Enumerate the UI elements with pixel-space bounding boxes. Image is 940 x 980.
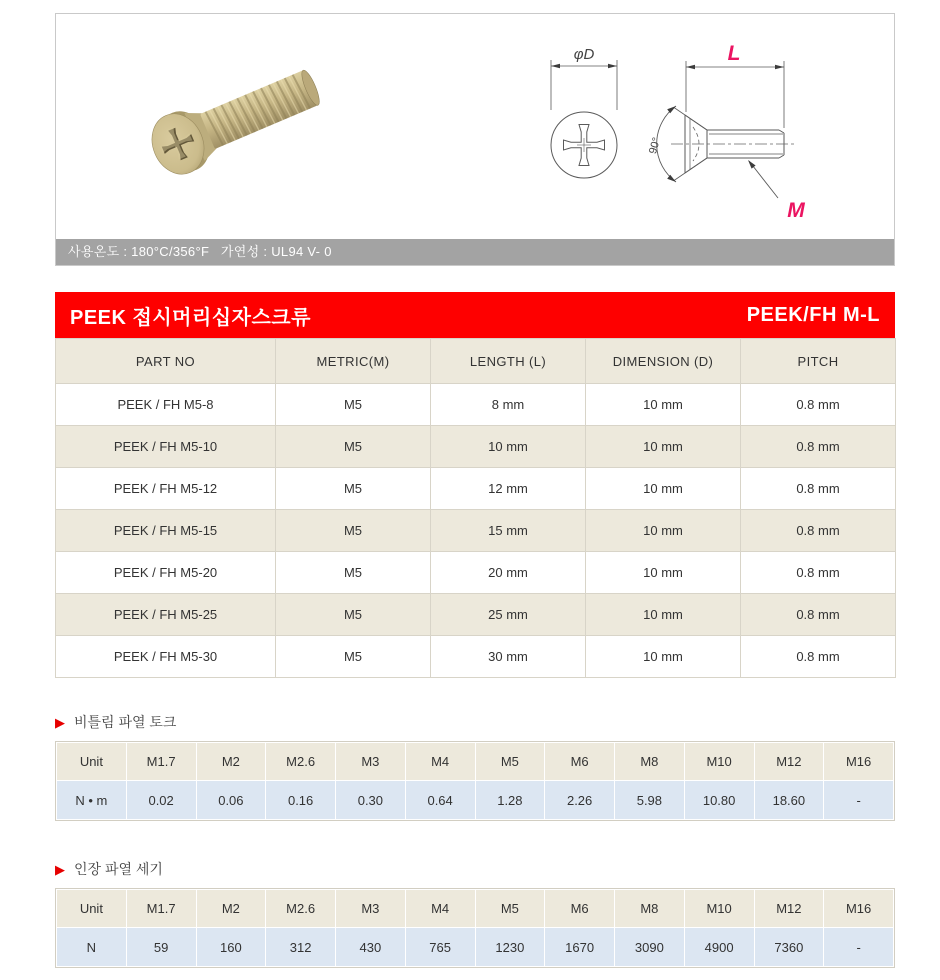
col-size: M2.6 [266,890,336,928]
cell-value: 7360 [754,928,824,967]
col-size: M4 [405,890,475,928]
col-size: M2.6 [266,743,336,781]
cell-value: 765 [405,928,475,967]
col-size: M4 [405,743,475,781]
col-size: M8 [615,890,685,928]
cell-value: 4900 [684,928,754,967]
cell-value: 0.16 [266,781,336,820]
cell-value: 59 [126,928,196,967]
cell-metric: M5 [276,426,431,468]
spec-header-row [56,339,896,384]
tensile-value-row [57,928,894,967]
col-size: M5 [475,743,545,781]
metric-label: M [787,199,805,222]
col-size: M12 [754,743,824,781]
col-length: LENGTH (L) [431,339,586,384]
col-metric: METRIC(M) [276,339,431,384]
cell-dimension: 10 mm [586,384,741,426]
torsion-header-row [57,743,894,781]
table-row [56,552,896,594]
cell-pitch: 0.8 mm [741,468,896,510]
cell-value: 0.06 [196,781,266,820]
col-size: M8 [615,743,685,781]
table-row [56,384,896,426]
bullet-triangle-icon: ▶ [55,714,65,730]
cell-value: 0.64 [405,781,475,820]
col-size: M6 [545,743,615,781]
cell-length: 12 mm [431,468,586,510]
spec-table [55,338,896,678]
cell-part-no: PEEK / FH M5-8 [56,384,276,426]
cell-value: - [824,781,894,820]
col-size: M12 [754,890,824,928]
cell-part-no: PEEK / FH M5-15 [56,510,276,552]
col-size: M1.7 [126,890,196,928]
cell-value: - [824,928,894,967]
cell-dimension: 10 mm [586,594,741,636]
dimension-arrows [551,64,784,182]
col-unit: Unit [57,890,127,928]
length-label: L [727,42,741,65]
technical-drawing [544,28,884,233]
col-size: M10 [684,890,754,928]
cell-value: 430 [336,928,406,967]
hero-panel [55,13,895,266]
col-size: M16 [824,890,894,928]
cell-length: 10 mm [431,426,586,468]
cell-pitch: 0.8 mm [741,426,896,468]
col-size: M10 [684,743,754,781]
torsion-value-row [57,781,894,820]
col-size: M6 [545,890,615,928]
cell-value: 3090 [615,928,685,967]
cell-length: 8 mm [431,384,586,426]
angle-label: 90° [647,136,663,156]
cell-dimension: 10 mm [586,426,741,468]
col-size: M2 [196,743,266,781]
cell-length: 15 mm [431,510,586,552]
tensile-table [56,889,894,967]
tensile-header-row [57,890,894,928]
torsion-section-title [55,712,895,732]
title-banner [55,292,895,338]
table-row [56,636,896,678]
table-row [56,468,896,510]
col-size: M1.7 [126,743,196,781]
cell-value: 1.28 [475,781,545,820]
cell-value: 1670 [545,928,615,967]
cell-value: 2.26 [545,781,615,820]
cell-pitch: 0.8 mm [741,636,896,678]
cell-metric: M5 [276,384,431,426]
cell-value: 0.02 [126,781,196,820]
cell-length: 30 mm [431,636,586,678]
table-row [56,510,896,552]
cell-dimension: 10 mm [586,468,741,510]
cell-value: 160 [196,928,266,967]
cell-dimension: 10 mm [586,636,741,678]
section-heading: 비틀림 파열 토크 [74,714,177,730]
table-row [56,426,896,468]
cell-unit: N • m [57,781,127,820]
cell-length: 25 mm [431,594,586,636]
cell-dimension: 10 mm [586,510,741,552]
cell-value: 312 [266,928,336,967]
cell-part-no: PEEK / FH M5-10 [56,426,276,468]
cell-metric: M5 [276,594,431,636]
cell-unit: N [57,928,127,967]
col-size: M3 [336,890,406,928]
col-size: M2 [196,890,266,928]
cell-pitch: 0.8 mm [741,510,896,552]
tensile-section-title [55,859,895,879]
product-photo [86,24,446,234]
cell-pitch: 0.8 mm [741,552,896,594]
col-unit: Unit [57,743,127,781]
cell-value: 10.80 [684,781,754,820]
cell-metric: M5 [276,636,431,678]
col-dimension: DIMENSION (D) [586,339,741,384]
cell-dimension: 10 mm [586,552,741,594]
cell-part-no: PEEK / FH M5-30 [56,636,276,678]
cell-value: 1230 [475,928,545,967]
section-heading: 인장 파열 세기 [74,861,163,877]
bullet-triangle-icon: ▶ [55,861,65,877]
col-size: M16 [824,743,894,781]
col-pitch: PITCH [741,339,896,384]
col-part-no: PART NO [56,339,276,384]
cell-metric: M5 [276,552,431,594]
cell-metric: M5 [276,510,431,552]
cell-length: 20 mm [431,552,586,594]
cell-pitch: 0.8 mm [741,594,896,636]
cell-value: 0.30 [336,781,406,820]
cell-value: 18.60 [754,781,824,820]
cell-part-no: PEEK / FH M5-20 [56,552,276,594]
torsion-table-wrap [55,741,895,821]
product-sheet [55,13,895,968]
diameter-label: φD [573,46,595,63]
page-title: PEEK 접시머리십자스크류 [70,306,311,329]
cell-value: 5.98 [615,781,685,820]
torsion-table [56,742,894,820]
cell-metric: M5 [276,468,431,510]
cell-part-no: PEEK / FH M5-25 [56,594,276,636]
cell-pitch: 0.8 mm [741,384,896,426]
table-row [56,594,896,636]
cell-part-no: PEEK / FH M5-12 [56,468,276,510]
usage-caption: 사용온도 : 180°C/356°F 가연성 : UL94 V- 0 [56,239,894,265]
col-size: M3 [336,743,406,781]
model-code: PEEK/FH M-L [746,303,880,326]
col-size: M5 [475,890,545,928]
tensile-table-wrap [55,888,895,968]
